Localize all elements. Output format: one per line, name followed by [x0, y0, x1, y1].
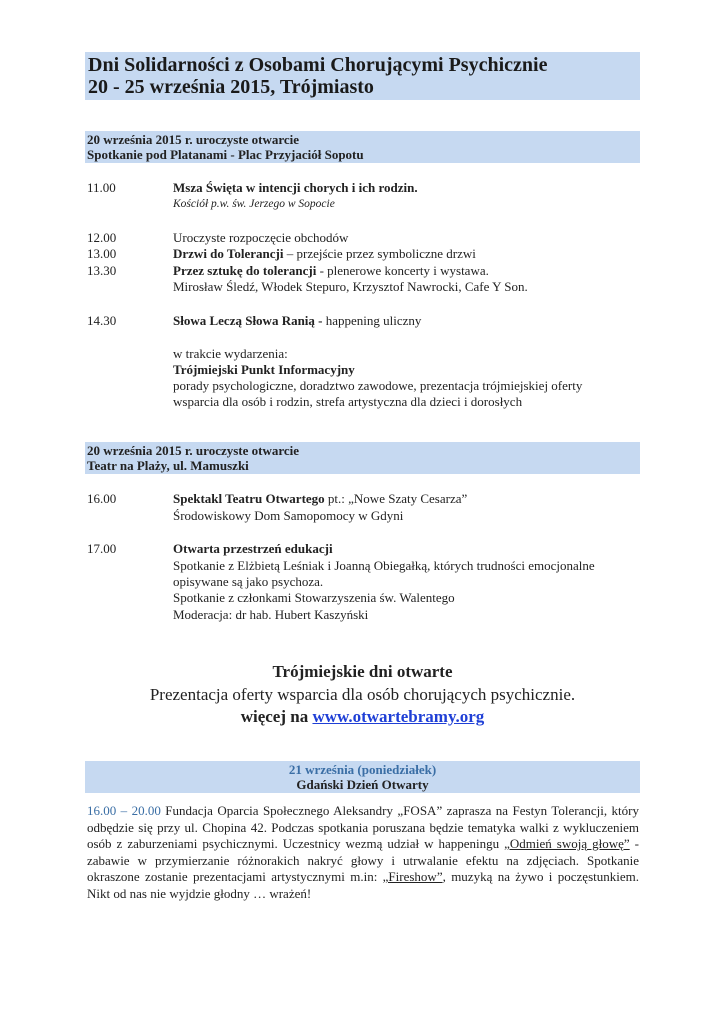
- event-line: [173, 313, 421, 328]
- page-subtitle: 20 - 25 września 2015, Trójmiasto: [88, 76, 374, 98]
- section1-date: 20 września 2015 r. uroczyste otwarcie: [87, 132, 300, 147]
- event-title: Otwarta przestrzeń edukacji: [173, 541, 333, 556]
- fireshow-name: „Fireshow”: [382, 869, 443, 884]
- event-line: [173, 263, 489, 278]
- event-text: Moderacja: dr hab. Hubert Kaszyński: [173, 607, 369, 622]
- event-text: w trakcie wydarzenia:: [173, 346, 288, 361]
- time-label: 17.00: [87, 541, 117, 556]
- section1-header: [85, 131, 640, 163]
- day-header: [85, 761, 640, 793]
- event-text: porady psychologiczne, doradztwo zawodowe, prezentacja trójmiejskiej oferty: [173, 378, 583, 393]
- day-label: 21 września (poniedziałek): [288, 762, 437, 777]
- paragraph-text: - zabawie w przymierzanie różnorakich nakryć głowy i utrwalanie efektu na zdjęciach. Spotkanie okraszone zostanie prezentacjami artystycznymi m.in:: [87, 836, 639, 884]
- section2-venue: Teatr na Plaży, ul. Mamuszki: [87, 458, 249, 473]
- section2-header: [85, 442, 640, 474]
- happening-name: „Odmień swoją głowę”: [504, 836, 630, 851]
- event-title: Przez sztukę do tolerancji: [173, 263, 317, 278]
- section2-date: 20 września 2015 r. uroczyste otwarcie: [87, 443, 300, 458]
- section1-venue: Spotkanie pod Platanami - Plac Przyjaciół Sopotu: [87, 147, 364, 162]
- time-label: 13.30: [87, 263, 117, 278]
- promo-heading: Trójmiejskie dni otwarte: [272, 662, 453, 681]
- event-description: [87, 803, 639, 902]
- event-title: Drzwi do Tolerancji: [173, 246, 284, 261]
- event-line: [173, 491, 467, 506]
- event-title: Słowa Leczą Słowa Ranią -: [173, 313, 323, 328]
- promo-more-prefix: więcej na: [240, 707, 313, 726]
- promo-subheading: Prezentacja oferty wsparcia dla osób chorujących psychicznie.: [149, 685, 576, 704]
- event-text: Uroczyste rozpoczęcie obchodów: [173, 230, 349, 245]
- event-text: wsparcia dla osób i rodzin, strefa artystyczna dla dzieci i dorosłych: [173, 394, 523, 409]
- title-band: [85, 52, 640, 100]
- event-text: Spotkanie z członkami Stowarzyszenia św. Walentego: [173, 590, 455, 605]
- time-label: 16.00: [87, 491, 117, 506]
- event-location: Kościół p.w. św. Jerzego w Sopocie: [173, 198, 335, 210]
- event-title: Msza Święta w intencji chorych i ich rodzin.: [173, 180, 418, 195]
- website-link[interactable]: www.otwartebramy.org: [312, 707, 485, 726]
- event-performers: Mirosław Śledź, Włodek Stepuro, Krzysztof Nawrocki, Cafe Y Son.: [173, 279, 528, 294]
- event-time: 16.00 – 20.00: [87, 803, 161, 818]
- time-label: 11.00: [87, 180, 116, 195]
- time-label: 13.00: [87, 246, 117, 261]
- event-text: - plenerowe koncerty i wystawa.: [316, 263, 489, 278]
- event-text: happening uliczny: [322, 313, 422, 328]
- promo-more: [0, 707, 725, 727]
- event-text: Spotkanie z Elżbietą Leśniak i Joanną Obiegałką, których trudności emocjonalne: [173, 558, 595, 573]
- time-label: 14.30: [87, 313, 117, 328]
- event-line: [173, 246, 476, 261]
- paragraph-text: , muzyką na żywo i poczęstunkiem. Nikt od nas nie wyjdzie głodny … wrażeń!: [87, 869, 639, 901]
- event-text: – przejście przez symboliczne drzwi: [283, 246, 476, 261]
- event-text: pt.: „Nowe Szaty Cesarza”: [324, 491, 468, 506]
- day-name: Gdański Dzień Otwarty: [296, 777, 429, 792]
- event-title: Spektakl Teatru Otwartego: [173, 491, 325, 506]
- paragraph-text: Fundacja Oparcia Społecznego Aleksandry „FOSA” zaprasza na Festyn Tolerancji, który odbędzie się przy ul. Chopina 42. Podczas spotkania poruszana będzie tematyka walki z wykluczeniem osób z zaburzeniami psychicznymi. Uczestnicy wezmą udział w happeningu: [87, 803, 639, 851]
- event-title: Trójmiejski Punkt Informacyjny: [173, 362, 355, 377]
- event-text: opisywane są jako psychoza.: [173, 574, 324, 589]
- page-title: Dni Solidarności z Osobami Chorującymi Psychicznie: [88, 54, 548, 76]
- time-label: 12.00: [87, 230, 117, 245]
- event-text: Środowiskowy Dom Samopomocy w Gdyni: [173, 508, 404, 523]
